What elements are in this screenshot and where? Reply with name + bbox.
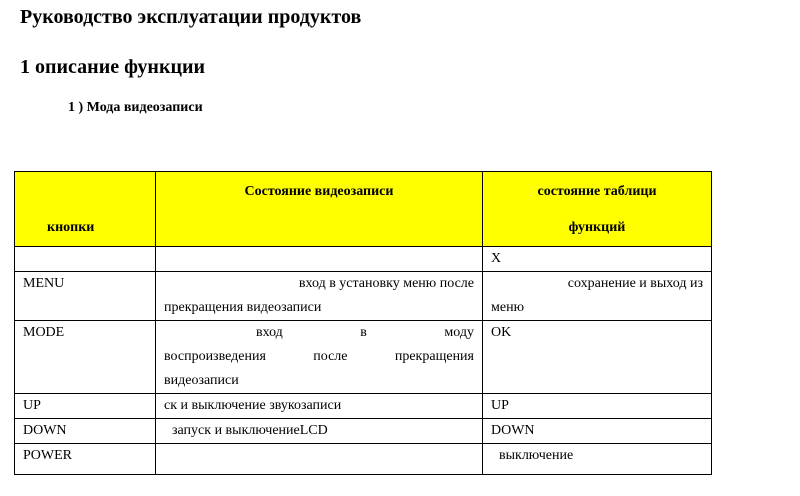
row-video-cell: [156, 247, 483, 272]
function-table: [14, 171, 712, 475]
table-row: [15, 394, 712, 419]
header-buttons-label: кнопки: [47, 220, 95, 235]
table-header-row: [15, 172, 712, 247]
row-video-cell: [156, 444, 483, 475]
table-row: [15, 247, 712, 272]
row-func-text-line1: DOWN: [491, 423, 535, 438]
row-video-text-line1: вход в моду: [256, 325, 474, 340]
row-func-cell: [483, 247, 712, 272]
subsection-title: 1 ) Мода видеозаписи: [68, 100, 203, 115]
row-video-text-line2: прекращения видеозаписи: [164, 300, 322, 315]
header-func-state-label-line1: состояние таблици: [537, 184, 657, 199]
row-button-cell: MENU: [15, 272, 156, 321]
row-button-cell: DOWN: [15, 419, 156, 444]
row-button-cell: UP: [15, 394, 156, 419]
row-func-cell: [483, 444, 712, 475]
row-video-text-line1: ск и выключение звукозаписи: [164, 398, 342, 413]
table-row: [15, 272, 712, 321]
row-func-cell: [483, 394, 712, 419]
header-cell-func-table-state: [483, 172, 712, 247]
header-video-state-label: Состояние видеозаписи: [244, 184, 394, 199]
row-button-cell: [15, 247, 156, 272]
header-cell-video-state: [156, 172, 483, 247]
row-video-text-line3: видеозаписи: [164, 373, 239, 388]
row-video-cell: [156, 272, 483, 321]
row-video-cell: [156, 321, 483, 394]
row-video-text-line1: вход в установку меню после: [298, 276, 474, 291]
row-func-text-line1: UP: [491, 398, 509, 413]
table-row: [15, 419, 712, 444]
row-func-text-line1: выключение: [499, 448, 574, 463]
row-button-cell: MODE: [15, 321, 156, 394]
row-video-text-line1: запуск и выключениеLCD: [172, 423, 328, 438]
row-func-text-line1: сохранение и выход из: [567, 276, 703, 291]
header-cell-buttons: [15, 172, 156, 247]
document-title: Руководство эксплуатации продуктов: [20, 6, 362, 28]
header-func-state-label-line2: функций: [568, 220, 626, 235]
row-func-cell: [483, 272, 712, 321]
row-func-text-line1: OK: [491, 325, 512, 340]
row-video-cell: [156, 419, 483, 444]
row-func-cell: [483, 321, 712, 394]
table-row: [15, 321, 712, 394]
row-func-text-line2: меню: [491, 300, 525, 315]
row-func-cell: [483, 419, 712, 444]
row-video-cell: [156, 394, 483, 419]
row-func-text: X: [491, 251, 502, 266]
row-button-cell: POWER: [15, 444, 156, 475]
table-row: [15, 444, 712, 475]
section-title: 1 описание функции: [20, 56, 206, 78]
row-video-text-line2: воспроизведения после прекращения: [164, 349, 474, 364]
